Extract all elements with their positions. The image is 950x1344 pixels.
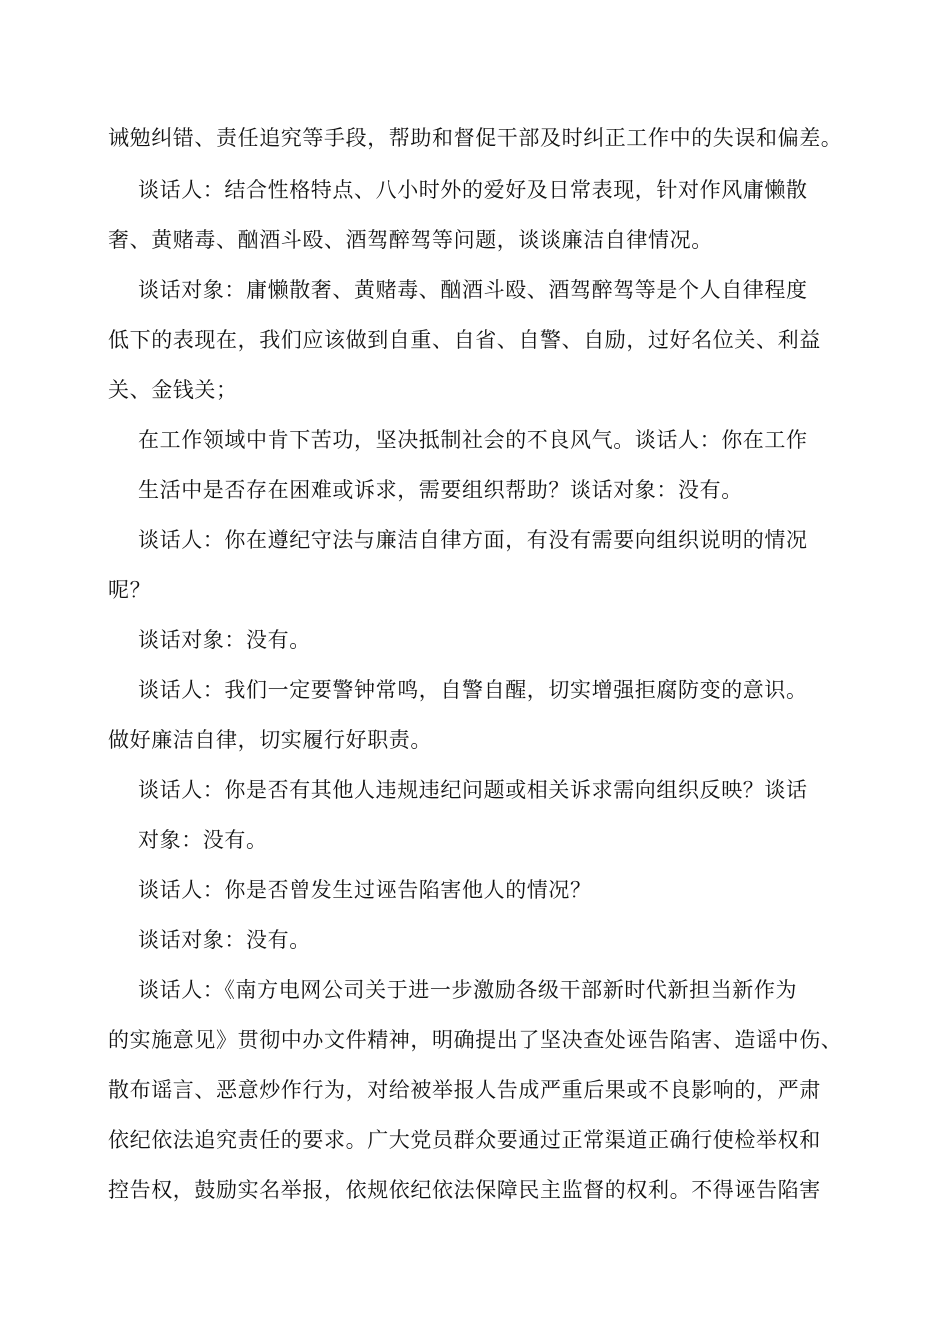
text-line: 诫勉纠错、责任追究等手段，帮助和督促干部及时纠正工作中的失误和偏差。 — [108, 126, 843, 150]
text-line: 低下的表现在，我们应该做到自重、自省、自警、自励，过好名位关、利益 — [108, 328, 821, 352]
text-line: 谈话人：我们一定要警钟常鸣，自警自醒，切实增强拒腐防变的意识。 — [138, 678, 808, 702]
text-line: 奢、黄赌毒、酗酒斗殴、酒驾醉驾等问题，谈谈廉洁自律情况。 — [108, 228, 713, 252]
text-line: 谈话对象：没有。 — [138, 928, 311, 952]
text-line: 谈话人：《南方电网公司关于进一步激励各级干部新时代新担当新作为 — [138, 978, 798, 1002]
text-line: 谈话人：你是否有其他人违规违纪问题或相关诉求需向组织反映？谈话 — [138, 778, 808, 802]
text-line: 关、金钱关； — [108, 378, 238, 402]
text-line: 散布谣言、恶意炒作行为，对给被举报人告成严重后果或不良影响的，严肃 — [108, 1078, 821, 1102]
text-line: 做好廉洁自律，切实履行好职责。 — [108, 728, 432, 752]
text-line: 控告权，鼓励实名举报，依规依纪依法保障民主监督的权利。不得诬告陷害 — [108, 1178, 821, 1202]
text-line: 生活中是否存在困难或诉求，需要组织帮助？谈话对象：没有。 — [138, 478, 743, 502]
text-line: 在工作领域中肯下苦功，坚决抵制社会的不良风气。谈话人：你在工作 — [138, 428, 808, 452]
text-line: 对象：没有。 — [138, 828, 268, 852]
text-line: 谈话人：你在遵纪守法与廉洁自律方面，有没有需要向组织说明的情况 — [138, 528, 808, 552]
text-line: 谈话对象：没有。 — [138, 628, 311, 652]
text-line: 谈话人：结合性格特点、八小时外的爱好及日常表现，针对作风庸懒散 — [138, 178, 808, 202]
text-line: 谈话人：你是否曾发生过诬告陷害他人的情况？ — [138, 878, 592, 902]
text-line: 的实施意见》贯彻中办文件精神，明确提出了坚决查处诬告陷害、造谣中伤、 — [108, 1028, 843, 1052]
text-line: 呢？ — [108, 578, 152, 602]
text-line: 依纪依法追究责任的要求。广大党员群众要通过正常渠道正确行使检举权和 — [108, 1128, 821, 1152]
text-line: 谈话对象：庸懒散奢、黄赌毒、酗酒斗殴、酒驾醉驾等是个人自律程度 — [138, 278, 808, 302]
